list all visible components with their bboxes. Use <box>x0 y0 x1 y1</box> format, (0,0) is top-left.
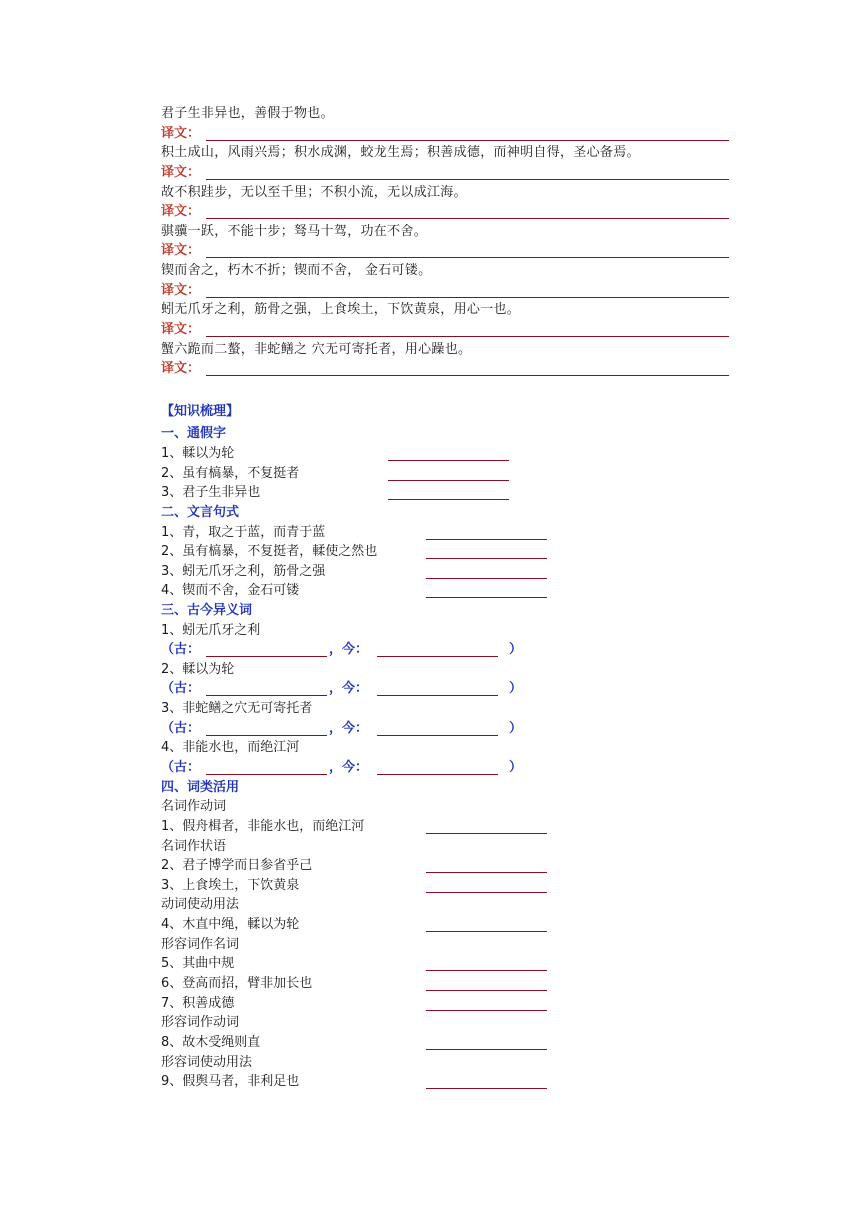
jin-label: ，今： <box>329 642 369 657</box>
translation-row <box>0 124 860 144</box>
gujin-row <box>0 679 860 699</box>
gu-answer-blank[interactable] <box>206 656 327 657</box>
jin-label: ，今： <box>329 681 369 696</box>
exercise-text: 9、假舆马者，非利足也 <box>161 1074 300 1089</box>
translation-row <box>0 281 860 301</box>
translation-input-line[interactable] <box>206 218 729 219</box>
close-paren: ） <box>509 760 523 775</box>
answer-blank[interactable] <box>426 578 547 579</box>
exercise-row <box>0 738 860 758</box>
close-paren: ） <box>509 721 523 736</box>
exercise-text: 3、蚓无爪牙之利，筋骨之强 <box>161 564 326 579</box>
exercise-text: 1、青，取之于蓝，而青于蓝 <box>161 525 326 540</box>
exercise-row <box>0 974 860 994</box>
translation-input-line[interactable] <box>206 375 729 376</box>
exercise-row <box>0 464 860 484</box>
sentence-row <box>0 340 860 360</box>
close-paren: ） <box>509 642 523 657</box>
exercise-row <box>0 954 860 974</box>
exercise-row <box>0 621 860 641</box>
section-heading-huoyong: 四、词类活用 <box>161 780 240 795</box>
subheading-row <box>0 797 860 817</box>
exercise-row <box>0 581 860 601</box>
translation-input-line[interactable] <box>206 257 729 258</box>
exercise-text: 1、輮以为轮 <box>161 446 235 461</box>
translation-label: 译文： <box>161 361 201 376</box>
knowledge-title-row <box>0 402 860 422</box>
section-heading-jushi: 二、文言句式 <box>161 505 240 520</box>
gu-answer-blank[interactable] <box>206 774 327 775</box>
jin-answer-blank[interactable] <box>377 695 498 696</box>
knowledge-title: 【知识梳理】 <box>161 404 240 419</box>
answer-blank[interactable] <box>388 460 509 461</box>
exercise-text: 1、假舟楫者，非能水也，而绝江河 <box>161 819 365 834</box>
answer-blank[interactable] <box>426 1088 547 1089</box>
subheading-adj-causative: 形容词使动用法 <box>161 1055 253 1070</box>
exercise-row <box>0 523 860 543</box>
subheading-noun-as-adverbial: 名词作状语 <box>161 839 227 854</box>
answer-blank[interactable] <box>426 1049 547 1050</box>
exercise-text: 5、其曲中规 <box>161 956 235 971</box>
subheading-row <box>0 935 860 955</box>
answer-blank[interactable] <box>426 597 547 598</box>
exercise-text: 4、锲而不舍，金石可镂 <box>161 583 300 598</box>
answer-blank[interactable] <box>426 1010 547 1011</box>
sentence-text: 积土成山，风雨兴焉；积水成渊，蛟龙生焉；积善成德，而神明自得，圣心备焉。 <box>161 145 640 160</box>
exercise-row <box>0 915 860 935</box>
exercise-row <box>0 817 860 837</box>
translation-row <box>0 359 860 379</box>
exercise-text: 2、虽有槁暴，不复挺者 <box>161 466 300 481</box>
jin-answer-blank[interactable] <box>377 774 498 775</box>
exercise-row <box>0 483 860 503</box>
section-heading-row <box>0 503 860 523</box>
exercise-text: 3、非蛇鳝之穴无可寄托者 <box>161 701 313 716</box>
exercise-row <box>0 660 860 680</box>
exercise-row <box>0 1033 860 1053</box>
sentence-text: 君子生非异也，善假于物也。 <box>161 106 334 121</box>
exercise-text: 2、君子博学而日参省乎己 <box>161 858 313 873</box>
gu-answer-blank[interactable] <box>206 695 327 696</box>
answer-blank[interactable] <box>388 480 509 481</box>
exercise-text: 3、上食埃土，下饮黄泉 <box>161 878 300 893</box>
translation-label: 译文： <box>161 204 201 219</box>
gu-label: （古： <box>161 760 201 775</box>
translation-input-line[interactable] <box>206 140 729 141</box>
sentence-row <box>0 222 860 242</box>
jin-label: ，今： <box>329 760 369 775</box>
exercise-row <box>0 444 860 464</box>
exercise-row <box>0 542 860 562</box>
translation-row <box>0 241 860 261</box>
translation-row <box>0 163 860 183</box>
subheading-noun-as-verb: 名词作动词 <box>161 799 227 814</box>
exercise-row <box>0 876 860 896</box>
answer-blank[interactable] <box>388 499 509 500</box>
sentence-row <box>0 300 860 320</box>
exercise-row <box>0 562 860 582</box>
sentence-row <box>0 261 860 281</box>
gu-label: （古： <box>161 681 201 696</box>
sentence-row <box>0 183 860 203</box>
sentence-text: 蟹六跪而二螯，非蛇鳝之 穴无可寄托者，用心躁也。 <box>161 342 472 357</box>
answer-blank[interactable] <box>426 539 547 540</box>
subheading-row <box>0 895 860 915</box>
jin-answer-blank[interactable] <box>377 656 498 657</box>
exercise-row <box>0 1072 860 1092</box>
exercise-row <box>0 856 860 876</box>
subheading-row <box>0 837 860 857</box>
gu-label: （古： <box>161 721 201 736</box>
subheading-row <box>0 1053 860 1073</box>
translation-input-line[interactable] <box>206 179 729 180</box>
subheading-adj-as-noun: 形容词作名词 <box>161 937 240 952</box>
sentence-text: 蚓无爪牙之利，筋骨之强，上食埃土，下饮黄泉，用心一也。 <box>161 302 521 317</box>
exercise-text: 1、蚓无爪牙之利 <box>161 623 261 638</box>
subheading-adj-as-verb: 形容词作动词 <box>161 1015 240 1030</box>
gujin-row <box>0 758 860 778</box>
sentence-text: 故不积跬步，无以至千里；不积小流，无以成江海。 <box>161 185 467 200</box>
translation-label: 译文： <box>161 243 201 258</box>
jin-label: ，今： <box>329 721 369 736</box>
answer-blank[interactable] <box>426 833 547 834</box>
translation-label: 译文： <box>161 126 201 141</box>
section-heading-row <box>0 601 860 621</box>
sentence-row <box>0 104 860 124</box>
exercise-text: 4、非能水也，而绝江河 <box>161 740 300 755</box>
gu-answer-blank[interactable] <box>206 735 327 736</box>
exercise-text: 3、君子生非异也 <box>161 485 261 500</box>
answer-blank[interactable] <box>426 990 547 991</box>
exercise-text: 7、积善成德 <box>161 996 235 1011</box>
jin-answer-blank[interactable] <box>377 735 498 736</box>
gu-label: （古： <box>161 642 201 657</box>
exercise-text: 4、木直中绳，輮以为轮 <box>161 917 300 932</box>
translation-row <box>0 320 860 340</box>
section-heading-row <box>0 778 860 798</box>
answer-blank[interactable] <box>426 872 547 873</box>
section-heading-tongjiazi: 一、通假字 <box>161 426 227 441</box>
answer-blank[interactable] <box>426 558 547 559</box>
exercise-text: 6、登高而招，臂非加长也 <box>161 976 313 991</box>
answer-blank[interactable] <box>426 892 547 893</box>
translation-label: 译文： <box>161 165 201 180</box>
section-heading-gujin: 三、古今异义词 <box>161 603 253 618</box>
sentence-row <box>0 143 860 163</box>
gujin-row <box>0 640 860 660</box>
sentence-text: 锲而舍之，朽木不折；锲而不舍， 金石可镂。 <box>161 263 432 278</box>
exercise-text: 8、故木受绳则直 <box>161 1035 261 1050</box>
translation-label: 译文： <box>161 283 201 298</box>
exercise-row <box>0 994 860 1014</box>
section-heading-row <box>0 424 860 444</box>
gujin-row <box>0 719 860 739</box>
subheading-verb-causative: 动词使动用法 <box>161 897 240 912</box>
translation-input-line[interactable] <box>206 297 729 298</box>
answer-blank[interactable] <box>426 931 547 932</box>
exercise-text: 2、輮以为轮 <box>161 662 235 677</box>
translation-row <box>0 202 860 222</box>
sentence-text: 骐骥一跃，不能十步；驽马十驾，功在不舍。 <box>161 224 428 239</box>
exercise-row <box>0 699 860 719</box>
close-paren: ） <box>509 681 523 696</box>
exercise-text: 2、虽有槁暴，不复挺者，輮使之然也 <box>161 544 378 559</box>
answer-blank[interactable] <box>426 970 547 971</box>
translation-input-line[interactable] <box>206 336 729 337</box>
subheading-row <box>0 1013 860 1033</box>
translation-label: 译文： <box>161 322 201 337</box>
